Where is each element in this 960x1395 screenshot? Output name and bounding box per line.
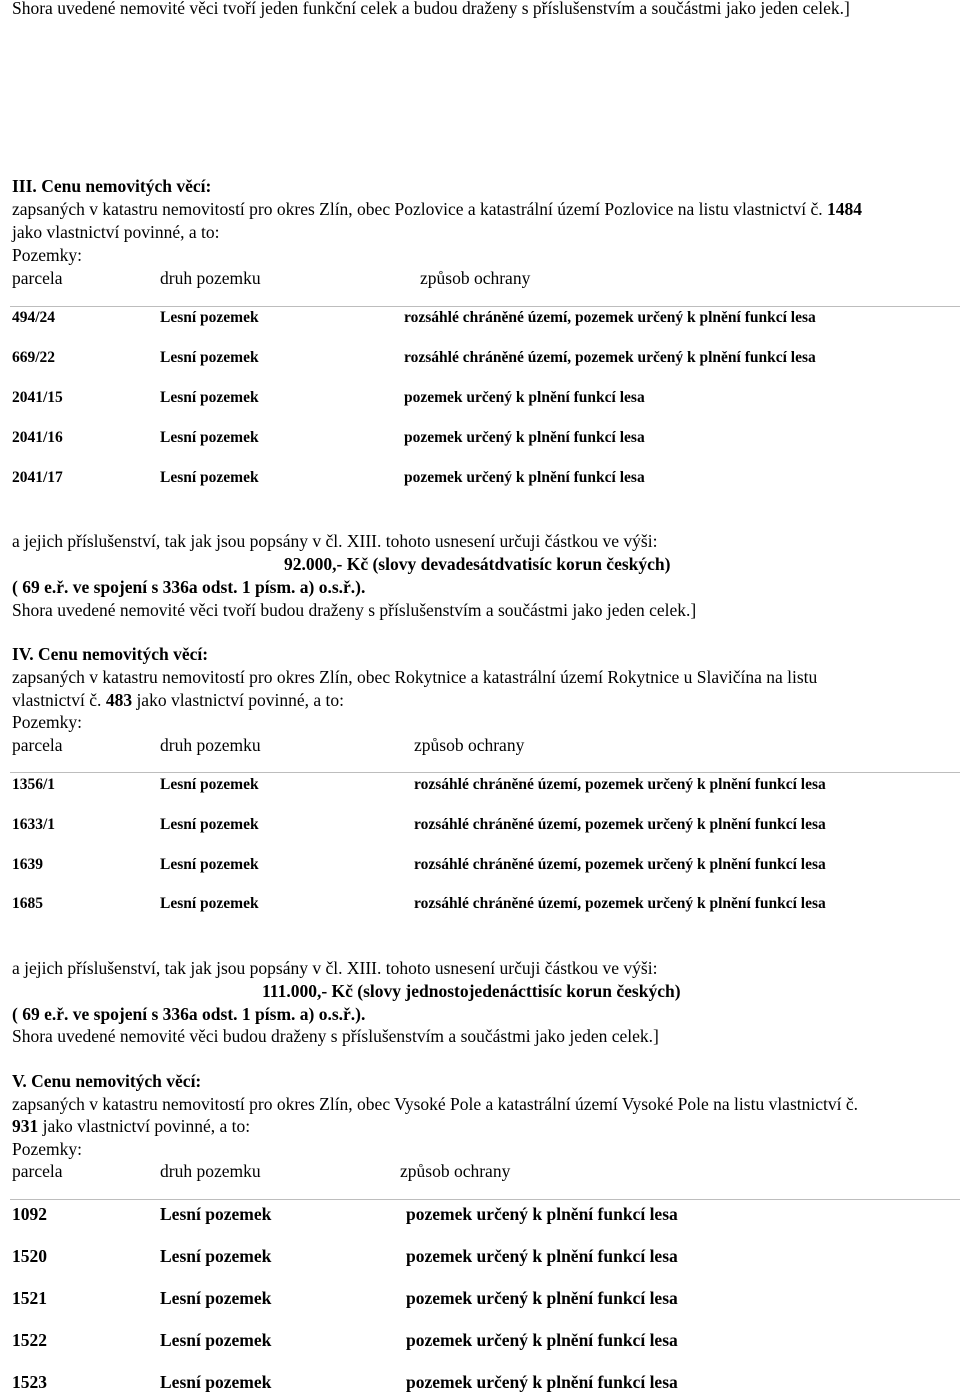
land-type: Lesní pozemek [160, 429, 259, 446]
col-header-zpusob: způsob ochrany [414, 735, 525, 755]
section-description [12, 199, 862, 220]
section-heading-text: Cenu nemovitých věcí: [41, 176, 212, 196]
col-header-druh: druh pozemku [160, 1161, 261, 1181]
section-description-cont [12, 1116, 250, 1137]
parcel-number: 1520 [12, 1246, 47, 1266]
price-amount: 92.000,- Kč (slovy devadesátdvatisíc korun českých) [284, 554, 671, 574]
section-description-cont: jako vlastnictví povinné, a to: [12, 222, 220, 242]
parcel-number: 2041/17 [12, 469, 63, 486]
protection-type: rozsáhlé chráněné území, pozemek určený k plnění funkcí lesa [404, 309, 816, 326]
ownership-number: 931 [12, 1116, 39, 1136]
accessories-text: a jejich příslušenství, tak jak jsou popsány v čl. XIII. tohoto usnesení určuji částkou ve výši: [12, 958, 658, 978]
pozemky-label: Pozemky: [12, 245, 82, 265]
protection-type: pozemek určený k plnění funkcí lesa [406, 1204, 678, 1224]
parcel-number: 1092 [12, 1204, 47, 1224]
protection-type: pozemek určený k plnění funkcí lesa [406, 1372, 678, 1392]
protection-type: rozsáhlé chráněné území, pozemek určený k plnění funkcí lesa [414, 776, 826, 793]
parcel-number: 669/22 [12, 349, 56, 366]
land-type: Lesní pozemek [160, 816, 259, 833]
description-text: jako vlastnictví povinné, a to: [136, 690, 344, 710]
land-type: Lesní pozemek [160, 1330, 272, 1350]
section-heading-v [12, 1071, 201, 1092]
description-text: jako vlastnictví povinné, a to: [42, 1116, 251, 1136]
land-type: Lesní pozemek [160, 1372, 272, 1392]
land-type: Lesní pozemek [160, 469, 259, 486]
parcel-number: 2041/16 [12, 429, 63, 446]
land-type: Lesní pozemek [160, 309, 259, 326]
parcel-number: 2041/15 [12, 389, 63, 406]
protection-type: pozemek určený k plnění funkcí lesa [406, 1288, 678, 1308]
section-heading-text: Cenu nemovitých věcí: [31, 1071, 202, 1091]
col-header-parcela: parcela [12, 1161, 63, 1181]
accessories-text: a jejich příslušenství, tak jak jsou popsány v čl. XIII. tohoto usnesení určuji částkou ve výši: [12, 531, 658, 551]
pozemky-label: Pozemky: [12, 712, 82, 732]
section-number: III. [12, 176, 37, 196]
col-header-parcela: parcela [12, 268, 63, 288]
section-heading-iii [12, 176, 211, 197]
protection-type: pozemek určený k plnění funkcí lesa [404, 469, 645, 486]
protection-type: rozsáhlé chráněné území, pozemek určený k plnění funkcí lesa [414, 895, 826, 912]
col-header-parcela: parcela [12, 735, 63, 755]
section-description: zapsaných v katastru nemovitostí pro okres Zlín, obec Rokytnice a katastrální území Rokytnice u Slavičína na listu [12, 667, 818, 687]
col-header-druh: druh pozemku [160, 735, 261, 755]
legal-reference: ( 69 e.ř. ve spojení s 336a odst. 1 písm. a) o.s.ř.). [12, 577, 366, 597]
intro-note: Shora uvedené nemovité věci tvoří jeden funkční celek a budou draženy s příslušenstvím a součástmi jako jeden celek.] [12, 0, 850, 18]
parcel-number: 1523 [12, 1372, 47, 1392]
parcel-number: 1685 [12, 895, 43, 912]
protection-type: rozsáhlé chráněné území, pozemek určený k plnění funkcí lesa [404, 349, 816, 366]
land-type: Lesní pozemek [160, 856, 259, 873]
col-header-druh: druh pozemku [160, 268, 261, 288]
parcel-number: 1522 [12, 1330, 47, 1350]
section-description: zapsaných v katastru nemovitostí pro okres Zlín, obec Vysoké Pole a katastrální území Vysoké Pole na listu vlastnictví č. [12, 1094, 858, 1114]
col-header-zpusob: způsob ochrany [400, 1161, 511, 1181]
land-type: Lesní pozemek [160, 1204, 272, 1224]
land-type: Lesní pozemek [160, 389, 259, 406]
table-divider [10, 306, 960, 307]
section-note: Shora uvedené nemovité věci budou draženy s příslušenstvím a součástmi jako jeden celek.] [12, 1026, 659, 1046]
parcel-number: 494/24 [12, 309, 56, 326]
ownership-number: 1484 [827, 199, 862, 219]
description-text: vlastnictví č. [12, 690, 102, 710]
description-text: zapsaných v katastru nemovitostí pro okres Zlín, obec Pozlovice a katastrální území Pozlovice na listu vlastnictví č. [12, 199, 823, 219]
land-type: Lesní pozemek [160, 349, 259, 366]
section-number: IV. [12, 644, 34, 664]
section-heading-text: Cenu nemovitých věcí: [37, 644, 209, 664]
parcel-number: 1633/1 [12, 816, 56, 833]
table-divider [10, 772, 960, 773]
land-type: Lesní pozemek [160, 1246, 272, 1266]
pozemky-label: Pozemky: [12, 1139, 82, 1159]
protection-type: pozemek určený k plnění funkcí lesa [404, 429, 645, 446]
section-description-cont [12, 690, 344, 711]
parcel-number: 1356/1 [12, 776, 56, 793]
parcel-number: 1521 [12, 1288, 47, 1308]
protection-type: pozemek určený k plnění funkcí lesa [404, 389, 645, 406]
protection-type: pozemek určený k plnění funkcí lesa [406, 1246, 678, 1266]
land-type: Lesní pozemek [160, 1288, 272, 1308]
col-header-zpusob: způsob ochrany [420, 268, 531, 288]
legal-reference: ( 69 e.ř. ve spojení s 336a odst. 1 písm. a) o.s.ř.). [12, 1004, 366, 1024]
section-heading-iv [12, 644, 208, 665]
protection-type: rozsáhlé chráněné území, pozemek určený k plnění funkcí lesa [414, 816, 826, 833]
protection-type: rozsáhlé chráněné území, pozemek určený k plnění funkcí lesa [414, 856, 826, 873]
price-amount: 111.000,- Kč (slovy jednostojedenácttisíc korun českých) [262, 981, 681, 1001]
land-type: Lesní pozemek [160, 895, 259, 912]
section-number: V. [12, 1071, 27, 1091]
land-type: Lesní pozemek [160, 776, 259, 793]
section-note: Shora uvedené nemovité věci tvoří budou draženy s příslušenstvím a součástmi jako jeden celek.] [12, 600, 697, 620]
protection-type: pozemek určený k plnění funkcí lesa [406, 1330, 678, 1350]
parcel-number: 1639 [12, 856, 43, 873]
table-divider [10, 1199, 960, 1200]
ownership-number: 483 [105, 690, 133, 710]
